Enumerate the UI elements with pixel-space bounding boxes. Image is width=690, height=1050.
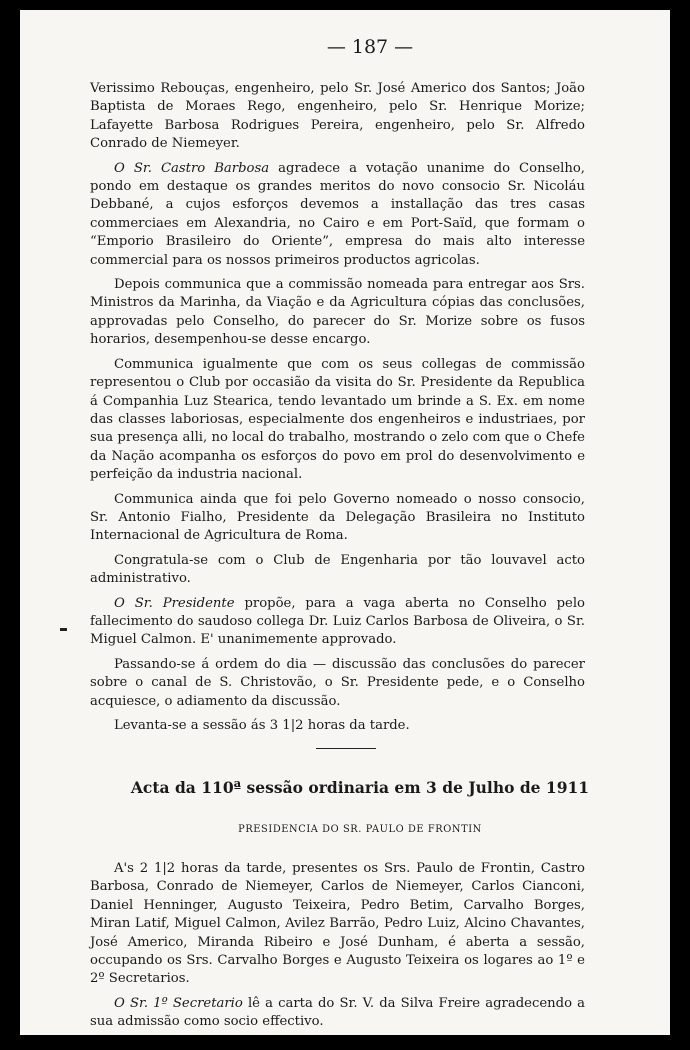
paragraph-secretario-text: lê a carta do Sr. V. da Silva Freire agradecendo a sua admissão como socio effectivo. bbox=[90, 995, 586, 1030]
speaker-presidente: O Sr. Presidente bbox=[114, 595, 235, 611]
presidencia-line: PRESIDENCIA DO SR. PAULO DE FRONTIN bbox=[238, 824, 482, 835]
paragraph-presidente bbox=[90, 595, 585, 650]
document-page bbox=[20, 10, 670, 1035]
speaker-castro-barbosa: O Sr. Castro Barbosa bbox=[114, 160, 270, 176]
paragraph-castro-text: agradece a votação unanime do Conselho, pondo em destaque os grandes meritos do novo consocio Sr. Nicoláu Debbané, a cujos esforços devemos a installação das tres casas commerciaes em Alexandria, no Cairo e em Port-Saïd, que formam o “Emporio Brasileiro do Oriente”, empresa do mais alto interesse commercial para os nossos primeiros productos agricolas. bbox=[90, 160, 585, 268]
body-top bbox=[90, 80, 585, 741]
paragraph-levanta-sessao: Levanta-se a sessão ás 3 1|2 horas da tarde. bbox=[114, 718, 410, 733]
paragraph-commission-morize: Depois communica que a commissão nomeada para entregar aos Srs. Ministros da Marinha, da Viação e da Agricultura cópias das conclusões, approvadas pelo Conselho, do parecer do Sr. Morize sobre os fusos horarios, desempenhou-se desse encargo. bbox=[90, 277, 585, 348]
page-number: — 187 — bbox=[326, 36, 414, 58]
speaker-secretario: O Sr. 1º Secretario bbox=[114, 995, 243, 1011]
acta-title: Acta da 110ª sessão ordinaria em 3 de Julho de 1911 bbox=[130, 778, 590, 797]
paragraph-presidente-text: propõe, para a vaga aberta no Conselho pelo fallecimento do saudoso collega Dr. Luiz Carlos Barbosa de Oliveira, o Sr. Miguel Calmon. E' unanimemente approvado. bbox=[90, 595, 585, 648]
paragraph-secretario bbox=[90, 995, 585, 1032]
paragraph-castro-barbosa bbox=[90, 160, 585, 270]
paragraph-ordem-do-dia: Passando-se á ordem do dia — discussão das conclusões do parecer sobre o canal de S. Christovão, o Sr. Presidente pede, e o Conselho acquiesce, o adiamento da discussão. bbox=[90, 656, 585, 709]
paragraph-attendance: A's 2 1|2 horas da tarde, presentes os Srs. Paulo de Frontin, Castro Barbosa, Conrado de Niemeyer, Carlos de Niemeyer, Carlos Cianconi, Daniel Henninger, Augusto Teixeira, Pedro Betim, Carvalho Borges, Miran Latif, Miguel Calmon, Avilez Barrão, Pedro Luiz, Alcino Chavantes, José Americo, Miranda Ribeiro e José Dunham, é aberta a sessão, occupando os Srs. Carvalho Borges e Augusto Teixeira os logares ao 1º e 2º Secretarios. bbox=[90, 861, 585, 987]
paragraph-nominations: Verissimo Rebouças, engenheiro, pelo Sr. José Americo dos Santos; João Baptista de Moraes Rego, engenheiro, pelo Sr. Henrique Morize; Lafayette Barbosa Rodrigues Pereira, engenheiro, pelo Sr. Alfredo Conrado de Niemeyer. bbox=[90, 81, 585, 152]
paragraph-fialho: Communica ainda que foi pelo Governo nomeado o nosso consocio, Sr. Antonio Fialho, Presidente da Delegação Brasileira no Instituto Internacional de Agricultura de Roma. bbox=[90, 491, 585, 544]
paragraph-visit-president: Communica igualmente que com os seus collegas de commissão representou o Club por occasião da visita do Sr. Presidente da Republica á Companhia Luz Stearica, tendo levantado um brinde a S. Ex. em nome das classes laboriosas, especialmente dos engenheiros e industriaes, por sua presença alli, no local do trabalho, mostrando o zelo com que o Chefe da Nação acompanha os esforços do povo em prol do desenvolvimento e perfeição da industria nacional. bbox=[90, 356, 585, 483]
section-divider bbox=[316, 748, 376, 749]
body-bottom bbox=[90, 860, 585, 1038]
paragraph-congratulations: Congratula-se com o Club de Engenharia por tão louvavel acto administrativo. bbox=[90, 552, 585, 587]
margin-mark bbox=[60, 628, 67, 631]
